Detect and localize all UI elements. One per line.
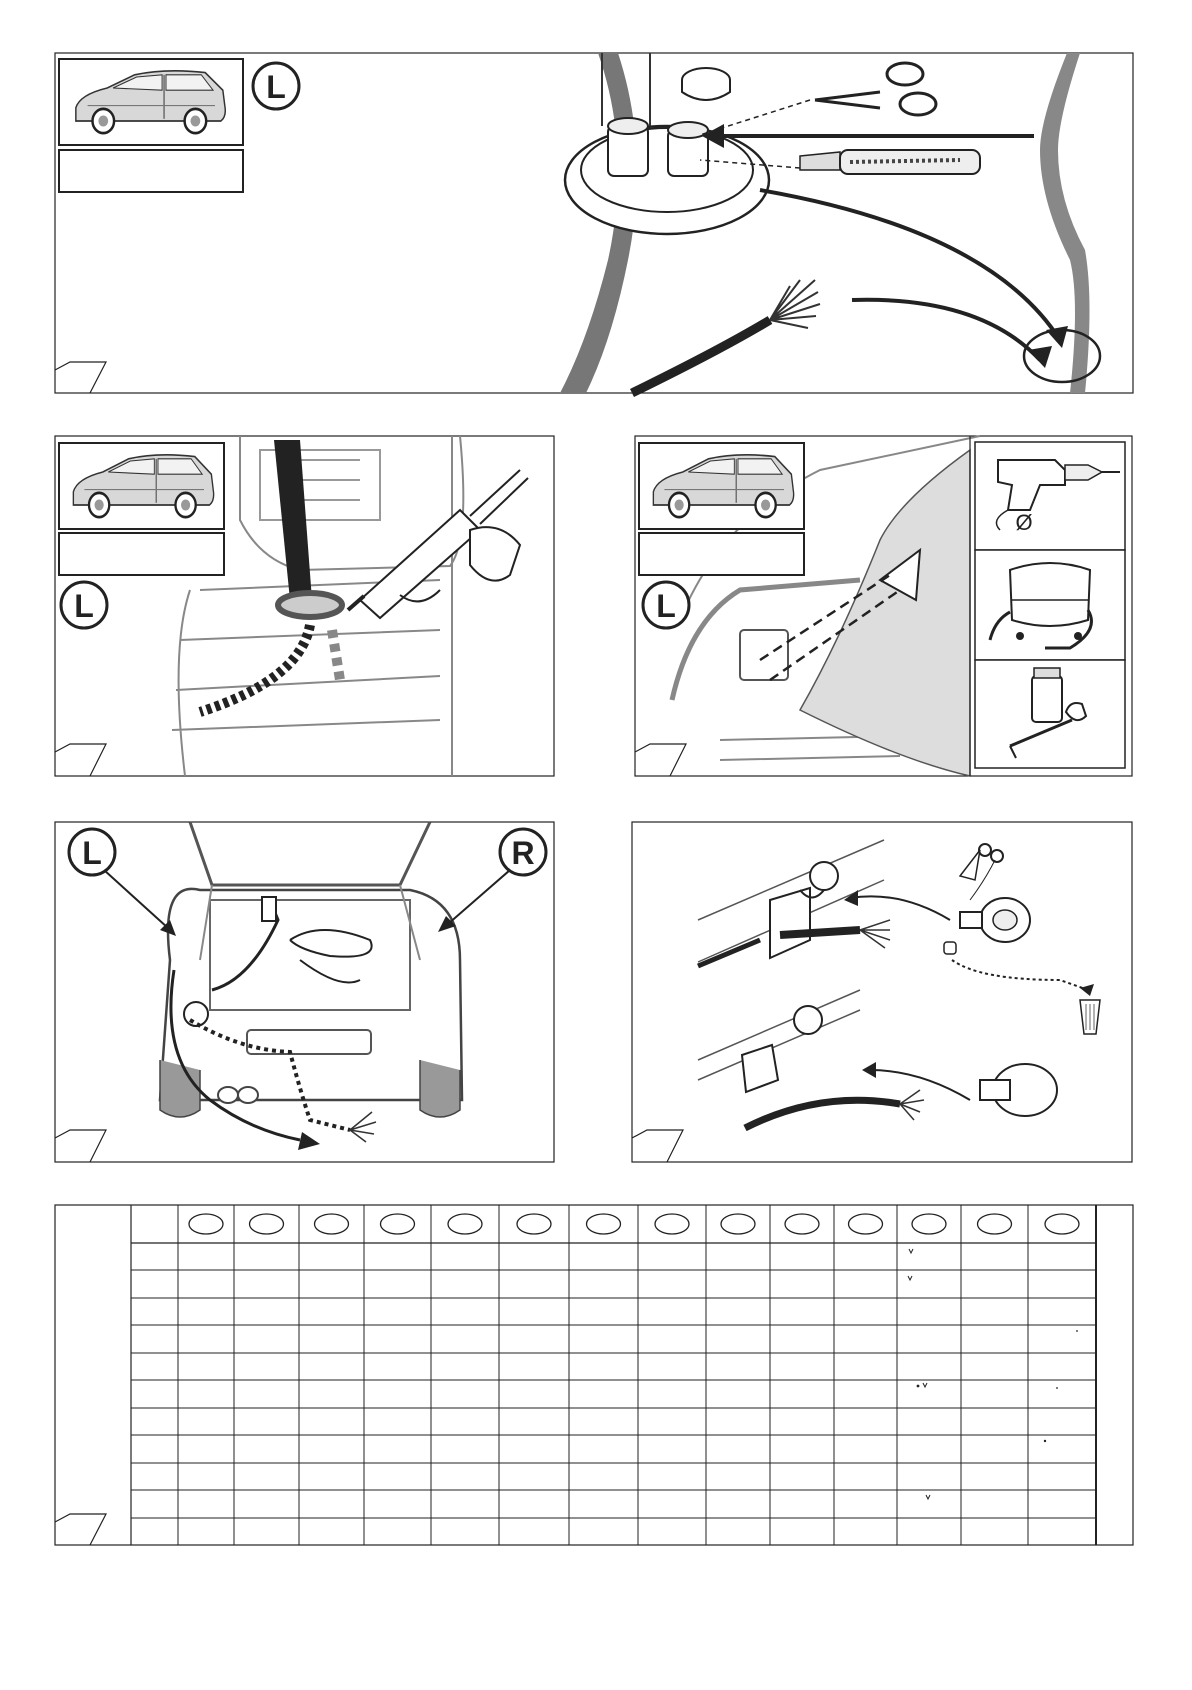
left-side-label: L (266, 69, 286, 105)
cap-plug-illustration (682, 68, 730, 100)
panel-2 (55, 436, 554, 776)
column-header-pin-oval (517, 1214, 551, 1234)
column-header-pin-oval (315, 1214, 349, 1234)
column-header-pin-oval (381, 1214, 415, 1234)
column-header-pin-oval (448, 1214, 482, 1234)
panel-1 (55, 53, 1133, 393)
column-header-pin-oval (250, 1214, 284, 1234)
column-header-pin-oval (1045, 1214, 1079, 1234)
column-header-pin-oval (912, 1214, 946, 1234)
caption-box (639, 533, 804, 575)
column-header-pin-oval (978, 1214, 1012, 1234)
column-header-pin-oval (587, 1214, 621, 1234)
left-side-label: L (82, 835, 102, 871)
tool-box-drill (975, 442, 1125, 550)
column-header-pin-oval (785, 1214, 819, 1234)
left-side-label: L (74, 588, 94, 624)
panel-5 (632, 822, 1132, 1162)
panel-4 (55, 822, 554, 1162)
right-side-label: R (511, 835, 535, 871)
caption-box (59, 150, 243, 192)
wiring-table (55, 1205, 1133, 1545)
caption-box (59, 533, 224, 575)
column-header-pin-oval (655, 1214, 689, 1234)
utility-knife-icon (800, 150, 980, 174)
column-header-pin-oval (189, 1214, 223, 1234)
left-side-label: L (656, 588, 676, 624)
column-header-pin-oval (721, 1214, 755, 1234)
panel-3 (635, 436, 1132, 776)
column-header-pin-oval (849, 1214, 883, 1234)
drill-diameter-symbol: Ø (1015, 510, 1033, 535)
